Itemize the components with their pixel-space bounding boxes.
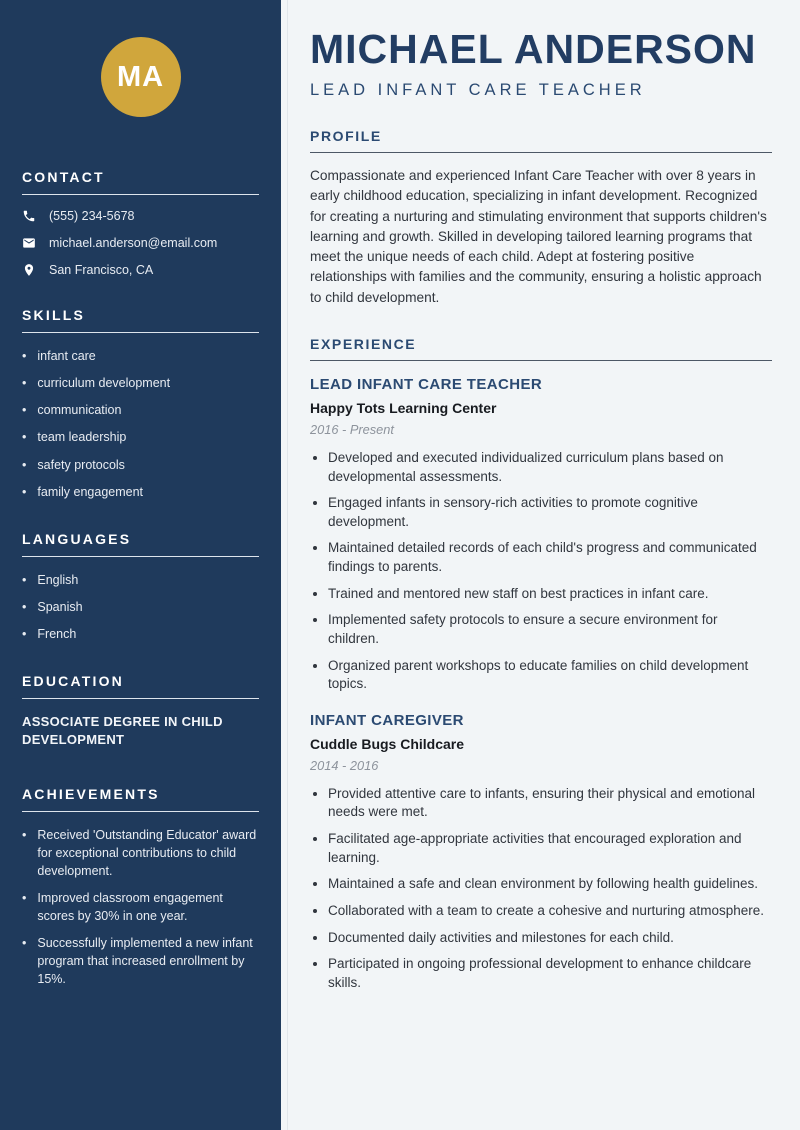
bullet-icon: •: [22, 890, 27, 905]
skill-item: [22, 428, 259, 446]
skill-item: [22, 374, 259, 392]
bullet-icon: •: [22, 599, 27, 614]
person-name: MICHAEL ANDERSON: [310, 26, 757, 72]
job-bullet: • Maintained a safe and clean environment by following health guidelines.: [328, 875, 772, 894]
achievement-item-text: Improved classroom engagement scores by 30% in one year.: [37, 890, 223, 923]
skill-item-label: infant care: [37, 349, 96, 363]
job-bullet: • Trained and mentored new staff on best practices in infant care.: [328, 585, 772, 604]
job-bullet: • Implemented safety protocols to ensure a secure environment for children.: [328, 611, 772, 648]
bullet-icon: •: [22, 484, 27, 499]
bullet-icon: •: [22, 457, 27, 472]
contact-location-text: San Francisco, CA: [49, 263, 154, 277]
language-item: [22, 571, 259, 589]
skill-item: [22, 483, 259, 501]
achievement-item: [22, 934, 259, 988]
jobs-list: [310, 376, 772, 993]
bullet-icon: •: [22, 349, 27, 363]
language-item-label: English: [37, 572, 79, 587]
job-company: Happy Tots Learning Center: [310, 399, 497, 416]
job-bullets-list: [310, 449, 772, 694]
skill-item: [22, 347, 259, 365]
job-bullet: • Developed and executed individualized curriculum plans based on developmental assessments.: [328, 449, 772, 486]
language-item-label: French: [37, 627, 77, 641]
education-degree: ASSOCIATE DEGREE IN CHILD DEVELOPMENT: [22, 714, 223, 748]
job-bullet: • Maintained detailed records of each child's progress and communicated findings to parents.: [328, 539, 772, 576]
bullet-icon: •: [22, 572, 27, 587]
achievements-section: [22, 786, 259, 989]
skill-item-label: curriculum development: [37, 376, 171, 391]
job-bullet: • Engaged infants in sensory-rich activities to promote cognitive development.: [328, 494, 772, 531]
job-bullets-list: [310, 785, 772, 993]
sidebar: [0, 0, 281, 1130]
job-title: INFANT CAREGIVER: [310, 711, 464, 729]
achievement-item-text: Received 'Outstanding Educator' award for exceptional contributions to child development.: [37, 827, 257, 878]
skill-item-label: family engagement: [37, 484, 144, 499]
job-bullet: • Provided attentive care to infants, ensuring their physical and emotional needs were met.: [328, 785, 772, 822]
skills-list: [22, 347, 259, 501]
language-item-label: Spanish: [37, 599, 83, 614]
job-bullet: • Documented daily activities and milestones for each child.: [328, 929, 772, 948]
contact-phone-row: [22, 209, 259, 223]
contact-location-row: [22, 263, 259, 277]
job-dates: 2014 - 2016: [310, 757, 379, 773]
bullet-icon: •: [22, 627, 27, 641]
bullet-icon: •: [22, 376, 27, 391]
job-bullet: • Facilitated age-appropriate activities that encouraged exploration and learning.: [328, 830, 772, 867]
job-entry: [310, 712, 772, 993]
job-title: LEAD INFANT CARE TEACHER: [310, 375, 543, 393]
profile-section-title: PROFILE: [310, 128, 772, 153]
education-section: [22, 673, 259, 749]
contact-phone-text: (555) 234-5678: [49, 209, 135, 223]
avatar: [101, 37, 181, 117]
language-item: [22, 625, 259, 643]
experience-section-title: EXPERIENCE: [310, 336, 772, 361]
bullet-icon: •: [22, 403, 27, 418]
skills-section-title: SKILLS: [22, 307, 259, 333]
skill-item-label: team leadership: [37, 430, 127, 445]
job-bullet: • Collaborated with a team to create a cohesive and nurturing atmosphere.: [328, 902, 772, 921]
bullet-icon: •: [22, 936, 27, 951]
profile-text: Compassionate and experienced Infant Care Teacher with over 8 years in early childhood education, specializing in infant development. Recognized for creating a nurturing and stimulating environment that supports children's learning and growth. Skilled in developing tailored learning programs that meet the unique needs of each child. Adept at fostering positive relationships with families and the community, ensuring a holistic approach to child development.: [310, 168, 767, 305]
person-job-title: LEAD INFANT CARE TEACHER: [310, 81, 646, 100]
bullet-icon: •: [22, 827, 27, 842]
contact-email-text: michael.anderson@email.com: [49, 236, 218, 250]
skills-section: [22, 307, 259, 501]
job-company: Cuddle Bugs Childcare: [310, 735, 465, 752]
skill-item-label: communication: [37, 403, 122, 418]
skill-item-label: safety protocols: [37, 457, 125, 472]
bullet-icon: •: [22, 430, 27, 445]
job-entry: [310, 376, 772, 694]
languages-section-title: LANGUAGES: [22, 531, 259, 557]
contact-email-row: [22, 236, 259, 250]
achievement-item: [22, 826, 259, 880]
languages-section: [22, 531, 259, 643]
location-pin-icon: [22, 263, 36, 277]
resume-main: [281, 0, 800, 1130]
experience-section: [310, 336, 772, 993]
phone-icon: [22, 209, 36, 223]
job-bullet: • Participated in ongoing professional development to enhance childcare skills.: [328, 955, 772, 992]
achievement-item-text: Successfully implemented a new infant program that increased enrollment by 15%.: [37, 936, 253, 987]
language-item: [22, 598, 259, 616]
contact-section-title: CONTACT: [22, 169, 259, 195]
profile-section: [310, 128, 772, 308]
skill-item: [22, 401, 259, 419]
education-section-title: EDUCATION: [22, 673, 259, 699]
achievements-section-title: ACHIEVEMENTS: [22, 786, 259, 812]
avatar-initials: MA: [116, 60, 165, 93]
skill-item: [22, 456, 259, 474]
languages-list: [22, 571, 259, 643]
email-icon: [22, 236, 36, 250]
contact-section: [22, 169, 259, 277]
achievements-list: [22, 826, 259, 989]
job-bullet: • Organized parent workshops to educate families on child development topics.: [328, 657, 772, 694]
achievement-item: [22, 889, 259, 925]
job-dates: 2016 - Present: [310, 421, 394, 437]
